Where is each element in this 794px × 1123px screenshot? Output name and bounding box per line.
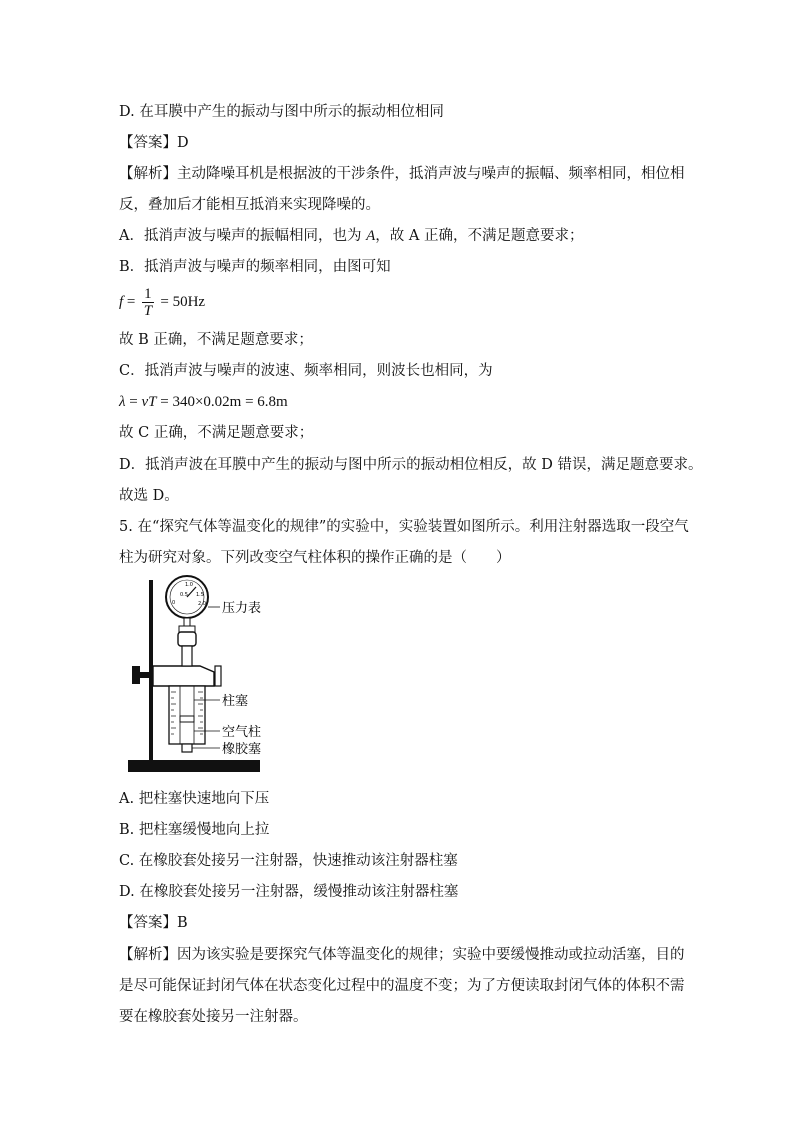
clamp-screw xyxy=(138,672,152,678)
analysis-q5-line-2: 是尽可能保证封闭气体在状态变化过程中的温度不变；为了方便读取封闭气体的体积不需 xyxy=(119,978,685,994)
amplitude-variable: A xyxy=(366,228,376,244)
clamp-jaw xyxy=(215,666,221,686)
analysis-d: D．抵消声波在耳膜中产生的振动与图中所示的振动相位相反，故 D 错误，满足题意要求。 xyxy=(119,457,703,473)
dial-label-0: 0 xyxy=(172,600,176,606)
dial-label-1-0: 1.0 xyxy=(185,582,193,588)
formula-lambda: λ xyxy=(119,394,126,410)
analysis-q5-line-3: 要在橡胶套处接另一注射器。 xyxy=(119,1009,308,1025)
plunger-rod xyxy=(182,646,192,666)
analysis-b-conclusion: 故 B 正确，不满足题意要求； xyxy=(119,332,313,348)
dial-label-0-5: 0.5 xyxy=(180,592,188,598)
answer-line-2: 【答案】B xyxy=(119,915,188,931)
analysis-a xyxy=(119,226,583,246)
question-5-line-2: 柱为研究对象。下列改变空气柱体积的操作正确的是（ ） xyxy=(119,550,511,566)
analysis-a-text-2: ，故 A 正确，不满足题意要求； xyxy=(375,228,584,244)
label-pressure-gauge: 压力表 xyxy=(222,601,262,616)
formula-result: = 50Hz xyxy=(156,294,206,310)
syringe-barrel xyxy=(169,686,205,744)
gauge-connector xyxy=(178,632,196,646)
frequency-formula xyxy=(119,285,205,319)
analysis-c-conclusion: 故 C 正确，不满足题意要求； xyxy=(119,425,314,441)
experiment-apparatus-figure xyxy=(120,574,300,778)
fraction xyxy=(142,286,154,319)
analysis-line-2: 反，叠加后才能相互抵消来实现降噪的。 xyxy=(119,197,380,213)
option-a: A. 把柱塞快速地向下压 xyxy=(119,791,270,807)
formula-lambda-result: = 340×0.02m = 6.8m xyxy=(156,394,288,410)
formula-f: f xyxy=(119,294,124,310)
fraction-numerator: 1 xyxy=(144,286,152,303)
analysis-line-1: 【解析】主动降噪耳机是根据波的干涉条件，抵消声波与噪声的振幅、频率相同，相位相 xyxy=(119,166,685,182)
label-plunger: 柱塞 xyxy=(222,694,249,709)
option-c: C. 在橡胶套处接另一注射器，快速推动该注射器柱塞 xyxy=(119,853,458,869)
rubber-stopper xyxy=(182,744,192,752)
line-option-d: D. 在耳膜中产生的振动与图中所示的振动相位相同 xyxy=(119,104,444,120)
formula-v: v xyxy=(141,394,149,410)
question-5-line-1: 5. 在“探究气体等温变化的规律”的实验中，实验装置如图所示。利用注射器选取一段空气 xyxy=(119,519,689,535)
analysis-a-text-1: A．抵消声波与噪声的振幅相同，也为 xyxy=(119,228,367,244)
clamp-arm xyxy=(153,666,214,686)
final-choice: 故选 D。 xyxy=(119,488,179,504)
dial-label-2-0: 2.0 xyxy=(198,601,206,607)
label-rubber-stopper: 橡胶塞 xyxy=(222,742,262,757)
wavelength-formula xyxy=(119,392,288,412)
option-b: B. 把柱塞缓慢地向上拉 xyxy=(119,822,270,838)
formula-t: T xyxy=(148,394,157,410)
answer-line: 【答案】D xyxy=(119,135,189,151)
dial-label-1-5: 1.5 xyxy=(196,592,204,598)
fraction-denominator: T xyxy=(143,303,153,320)
plunger-head xyxy=(180,716,194,722)
label-air-column: 空气柱 xyxy=(222,725,262,740)
option-d: D. 在橡胶套处接另一注射器，缓慢推动该注射器柱塞 xyxy=(119,884,459,900)
analysis-b: B．抵消声波与噪声的频率相同，由图可知 xyxy=(119,259,391,275)
analysis-q5-line-1: 【解析】因为该实验是要探究气体等温变化的规律；实验中要缓慢推动或拉动活塞，目的 xyxy=(119,947,685,963)
formula-eq-2: = xyxy=(125,394,142,410)
stand-base xyxy=(128,760,260,772)
formula-eq: = xyxy=(123,294,140,310)
analysis-c: C．抵消声波与噪声的波速、频率相同，则波长也相同，为 xyxy=(119,363,493,379)
